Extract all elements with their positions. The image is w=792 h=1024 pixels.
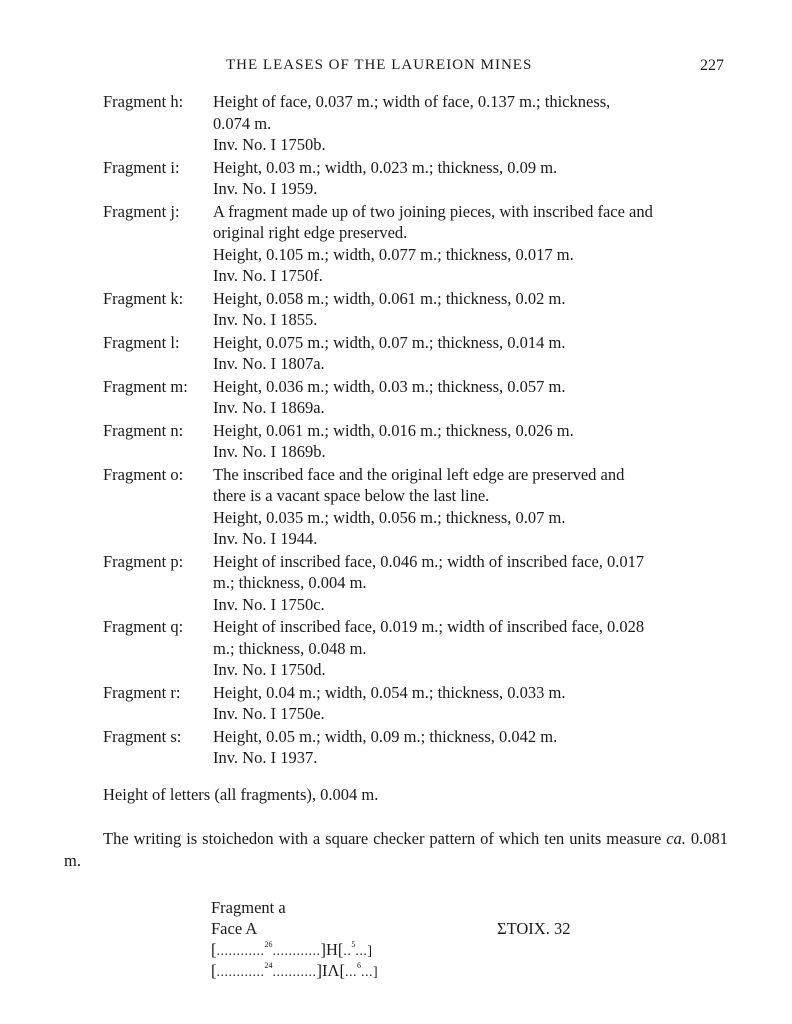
- lacuna-count: 6: [356, 961, 361, 970]
- fragment-label: Fragment m:: [103, 376, 188, 396]
- lacuna-dots: ............: [272, 944, 321, 959]
- fragment-line: Height, 0.05 m.; width, 0.09 m.; thickness, 0.042 m.: [213, 726, 558, 746]
- fragment-entry: [0, 91, 792, 156]
- fragment-line: Height, 0.03 m.; width, 0.023 m.; thickness, 0.09 m.: [213, 157, 558, 177]
- fragment-line: Height of face, 0.037 m.; width of face, 0.137 m.; thickness,: [213, 92, 611, 111]
- fragment-description: [213, 464, 729, 550]
- fragment-line: Inv. No. I 1937.: [213, 748, 318, 767]
- fragment-line: Inv. No. I 1750e.: [213, 704, 325, 723]
- fragment-label: Fragment j:: [103, 201, 180, 221]
- fragment-description: [213, 288, 729, 331]
- fragment-description: [213, 420, 729, 463]
- fragment-line: Inv. No. I 1750c.: [213, 594, 325, 614]
- fragment-description: [213, 726, 729, 769]
- fragment-entry: [0, 420, 792, 463]
- fragment-line: Inv. No. I 1869b.: [213, 442, 326, 461]
- fragment-line: Height, 0.035 m.; width, 0.056 m.; thickness, 0.07 m.: [213, 507, 566, 527]
- fragment-line: Inv. No. I 1869a.: [213, 398, 325, 417]
- letter-height-note: Height of letters (all fragments), 0.004 m.: [103, 785, 379, 804]
- preserved-letters: ]H[: [320, 940, 344, 959]
- lacuna-dots: ...]: [355, 944, 373, 959]
- bracket-open: [: [211, 961, 217, 980]
- fragment-label: Fragment k:: [103, 288, 184, 308]
- lacuna-count: 26: [264, 940, 273, 949]
- lacuna-dots: ..: [343, 944, 352, 959]
- fragment-label: Fragment p:: [103, 551, 184, 571]
- fragment-label: Fragment r:: [103, 682, 181, 702]
- fragment-line: Height, 0.036 m.; width, 0.03 m.; thickness, 0.057 m.: [213, 376, 566, 396]
- inscription-face-row: [211, 918, 591, 939]
- fragment-entry: [0, 464, 792, 550]
- ca-italic: ca.: [666, 829, 686, 848]
- fragment-line: 0.074 m.: [213, 113, 272, 133]
- inscription-line-2: [211, 960, 591, 981]
- fragment-label: Fragment h:: [103, 92, 184, 111]
- fragment-line: Inv. No. I 1750d.: [213, 660, 326, 679]
- fragment-line: Height, 0.075 m.; width, 0.07 m.; thickness, 0.014 m.: [213, 332, 566, 352]
- fragment-line: Height of inscribed face, 0.019 m.; width of inscribed face, 0.028: [213, 617, 645, 636]
- fragment-entry: [0, 157, 792, 200]
- fragment-label: Fragment l:: [103, 332, 180, 352]
- fragment-entry: [0, 376, 792, 419]
- fragment-line: Height, 0.058 m.; width, 0.061 m.; thickness, 0.02 m.: [213, 288, 566, 308]
- fragment-line: The inscribed face and the original left edge are preserved and: [213, 464, 625, 484]
- fragment-entry: [0, 682, 792, 725]
- inscription-line-1: [211, 939, 591, 960]
- fragment-description: [213, 157, 729, 200]
- fragment-label: Fragment q:: [103, 617, 184, 636]
- fragment-line: Inv. No. I 1807a.: [213, 354, 325, 373]
- lacuna-count: 5: [351, 940, 356, 949]
- fragment-label: Fragment s:: [103, 726, 182, 746]
- fragment-line: Inv. No. I 1750f.: [213, 266, 323, 285]
- fragment-line: Height, 0.061 m.; width, 0.016 m.; thickness, 0.026 m.: [213, 420, 574, 440]
- page-number: 227: [700, 57, 724, 74]
- fragment-label: Fragment n:: [103, 420, 184, 440]
- inscription-face-label: Face A: [211, 919, 258, 938]
- fragment-entry: [0, 201, 792, 287]
- lacuna-dots: ...]: [360, 965, 379, 980]
- fragment-description: [213, 201, 729, 287]
- fragment-line: original right edge preserved.: [213, 223, 408, 242]
- stoich-label: ΣΤΟΙΧ. 32: [497, 919, 571, 938]
- fragment-line: Height, 0.04 m.; width, 0.054 m.; thickness, 0.033 m.: [213, 682, 566, 702]
- fragment-entry: [0, 332, 792, 375]
- fragment-entry: [0, 616, 792, 681]
- fragment-description: [213, 332, 729, 375]
- fragment-line: Height, 0.105 m.; width, 0.077 m.; thickness, 0.017 m.: [213, 244, 574, 264]
- fragment-label: Fragment o:: [103, 464, 184, 484]
- fragment-line: Inv. No. I 1855.: [213, 310, 318, 329]
- preserved-letters: ]IΛ[: [316, 961, 345, 980]
- fragment-list: [0, 91, 792, 770]
- bracket-open: [: [211, 940, 217, 959]
- fragment-line: Inv. No. I 1750b.: [213, 135, 326, 154]
- fragment-description: [213, 682, 729, 725]
- fragment-description: [213, 91, 729, 156]
- fragment-label: Fragment i:: [103, 157, 180, 177]
- fragment-entry: [0, 551, 792, 616]
- fragment-entry: [0, 726, 792, 769]
- stoichedon-paragraph: The writing is stoichedon with a square checker pattern of which ten units measure ca. 0.081 m.: [64, 829, 728, 870]
- inscription-fragment-label: Fragment a: [211, 898, 286, 917]
- fragment-line: Height of inscribed face, 0.046 m.; width of inscribed face, 0.017: [213, 551, 645, 571]
- lacuna-dots: ...: [344, 965, 357, 980]
- fragment-description: [213, 376, 729, 419]
- fragment-line: there is a vacant space below the last line.: [213, 486, 490, 505]
- fragment-line: m.; thickness, 0.048 m.: [213, 638, 367, 658]
- lacuna-dots: ............: [216, 965, 265, 980]
- lacuna-dots: ...........: [272, 965, 317, 980]
- fragment-description: [213, 551, 729, 616]
- lacuna-dots: ............: [216, 944, 265, 959]
- fragment-line: m.; thickness, 0.004 m.: [213, 573, 367, 592]
- fragment-entry: [0, 288, 792, 331]
- fragment-line: A fragment made up of two joining pieces, with inscribed face and: [213, 201, 653, 221]
- inscription-block: [211, 897, 591, 981]
- running-head: THE LEASES OF THE LAUREION MINES: [226, 57, 533, 73]
- fragment-line: Inv. No. I 1944.: [213, 529, 318, 548]
- fragment-line: Inv. No. I 1959.: [213, 179, 318, 198]
- lacuna-count: 24: [264, 961, 273, 970]
- fragment-description: [213, 616, 729, 681]
